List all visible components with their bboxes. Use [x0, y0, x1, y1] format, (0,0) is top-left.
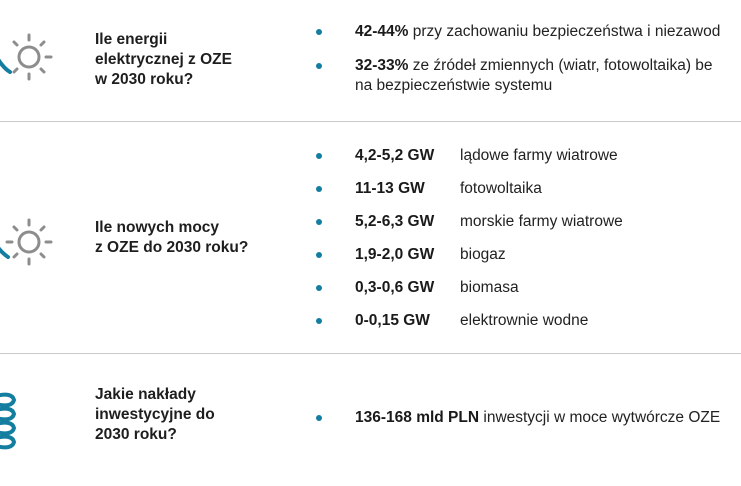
section-energy-share: Ile energii elektrycznej z OZE w 2030 roku? 42-44% przy zachowaniu bezpieczeństwa i niezawod 32-33% ze źródeł zmiennych (wiatr, fotowoltaika) be na bezpieczeństwie systemu	[0, 0, 741, 121]
coin-stack-icon	[0, 390, 20, 458]
bullet-dot	[316, 63, 322, 69]
sun-icon	[0, 211, 58, 273]
question-investment: Jakie nakłady inwestycyjne do 2030 roku?	[95, 386, 215, 443]
bullet-dot	[316, 318, 322, 324]
bullet-dot	[316, 186, 322, 192]
sun-icon	[0, 26, 58, 88]
bullet-dot	[316, 415, 322, 421]
section-new-capacity: Ile nowych mocy z OZE do 2030 roku? 4,2-5,2 GW lądowe farmy wiatrowe 11-13 GW fotowoltaika 5,2-6,3 GW morskie farmy wiatrowe 1,9-2,0 GW biogaz 0,3-0,6 GW biomasa 0-0,15 GW elektrownie wodne	[0, 122, 741, 352]
bullet-dot	[316, 29, 322, 35]
bullet-dot	[316, 219, 322, 225]
bullet-dot	[316, 153, 322, 159]
section-investment: Jakie nakłady inwestycyjne do 2030 roku? 136-168 mld PLN inwestycji w moce wytwórcze OZE	[0, 354, 741, 486]
bullet-dot	[316, 285, 322, 291]
question-new-capacity: Ile nowych mocy z OZE do 2030 roku?	[95, 219, 249, 256]
question-energy-share: Ile energii elektrycznej z OZE w 2030 roku?	[95, 31, 232, 88]
bullet-dot	[316, 252, 322, 258]
